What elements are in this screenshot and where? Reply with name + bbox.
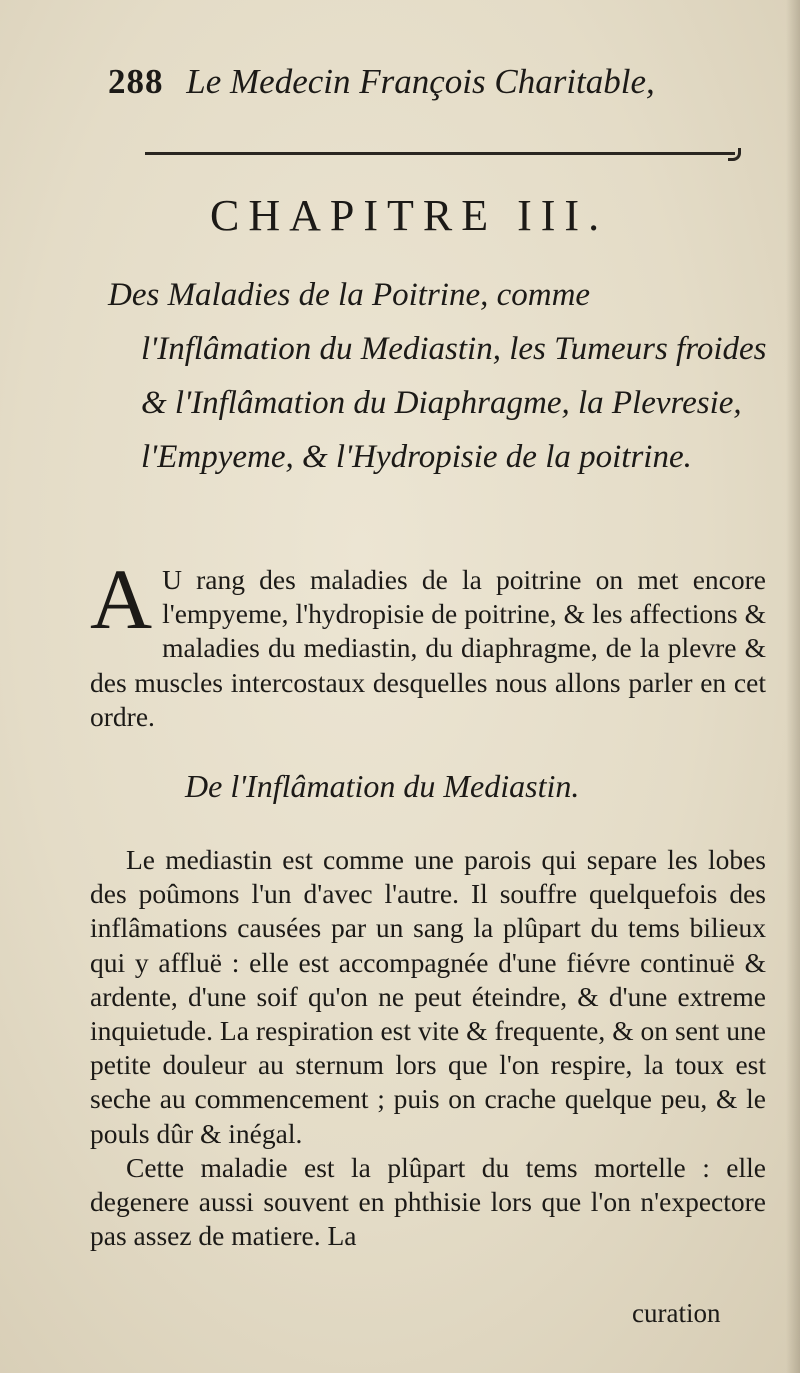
intro-paragraph xyxy=(90,551,766,734)
intro-text: U rang des maladies de la poitrine on met encore l'empyeme, l'hydropisie de poitrine, & les affections & maladies du mediastin, du diaphragme, de la plevre & des muscles intercostaux desquelles nous allons parler en cet ordre. xyxy=(90,564,766,732)
chapter-heading: CHAPITRE III. xyxy=(210,191,609,240)
running-head xyxy=(108,62,728,102)
page-number: 288 xyxy=(108,62,164,101)
paragraph-1: Le mediastin est comme une parois qui separe les lobes des poûmons l'un d'avec l'autre. Il souffre quelquefois des inflâmations causées par un sang la plûpart du tems bilieux qui y affluë : elle est accompagnée d'une fiévre continuë & ardente, d'une soif qu'on ne peut éteindre, & d'une extreme inquietude. La respiration est vite & frequente, & on sent une petite douleur au sternum lors que l'on respire, la toux est seche au commencement ; puis on crache quelque peu, & le pouls dûr & inégal. xyxy=(90,844,766,1149)
catchword: curation xyxy=(632,1298,721,1328)
chapter-title: Des Maladies de la Poitrine, comme l'Inflâmation du Mediastin, les Tumeurs froides & l'Inflâmation du Diaphragme, la Plevresie, l'Empyeme, & l'Hydropisie de la poitrine. xyxy=(108,277,767,475)
running-title: Le Medecin François Charitable, xyxy=(186,62,655,101)
section-body xyxy=(90,843,766,1253)
drop-cap: A xyxy=(90,551,153,647)
section-heading: De l'Inflâmation du Mediastin. xyxy=(185,768,580,804)
paragraph-2: Cette maladie est la plûpart du tems mortelle : elle degenere aussi souvent en phthisie lors que l'on n'expectore pas assez de matiere. La xyxy=(90,1151,766,1252)
page-edge-shadow xyxy=(786,0,800,1373)
header-rule xyxy=(145,152,735,155)
